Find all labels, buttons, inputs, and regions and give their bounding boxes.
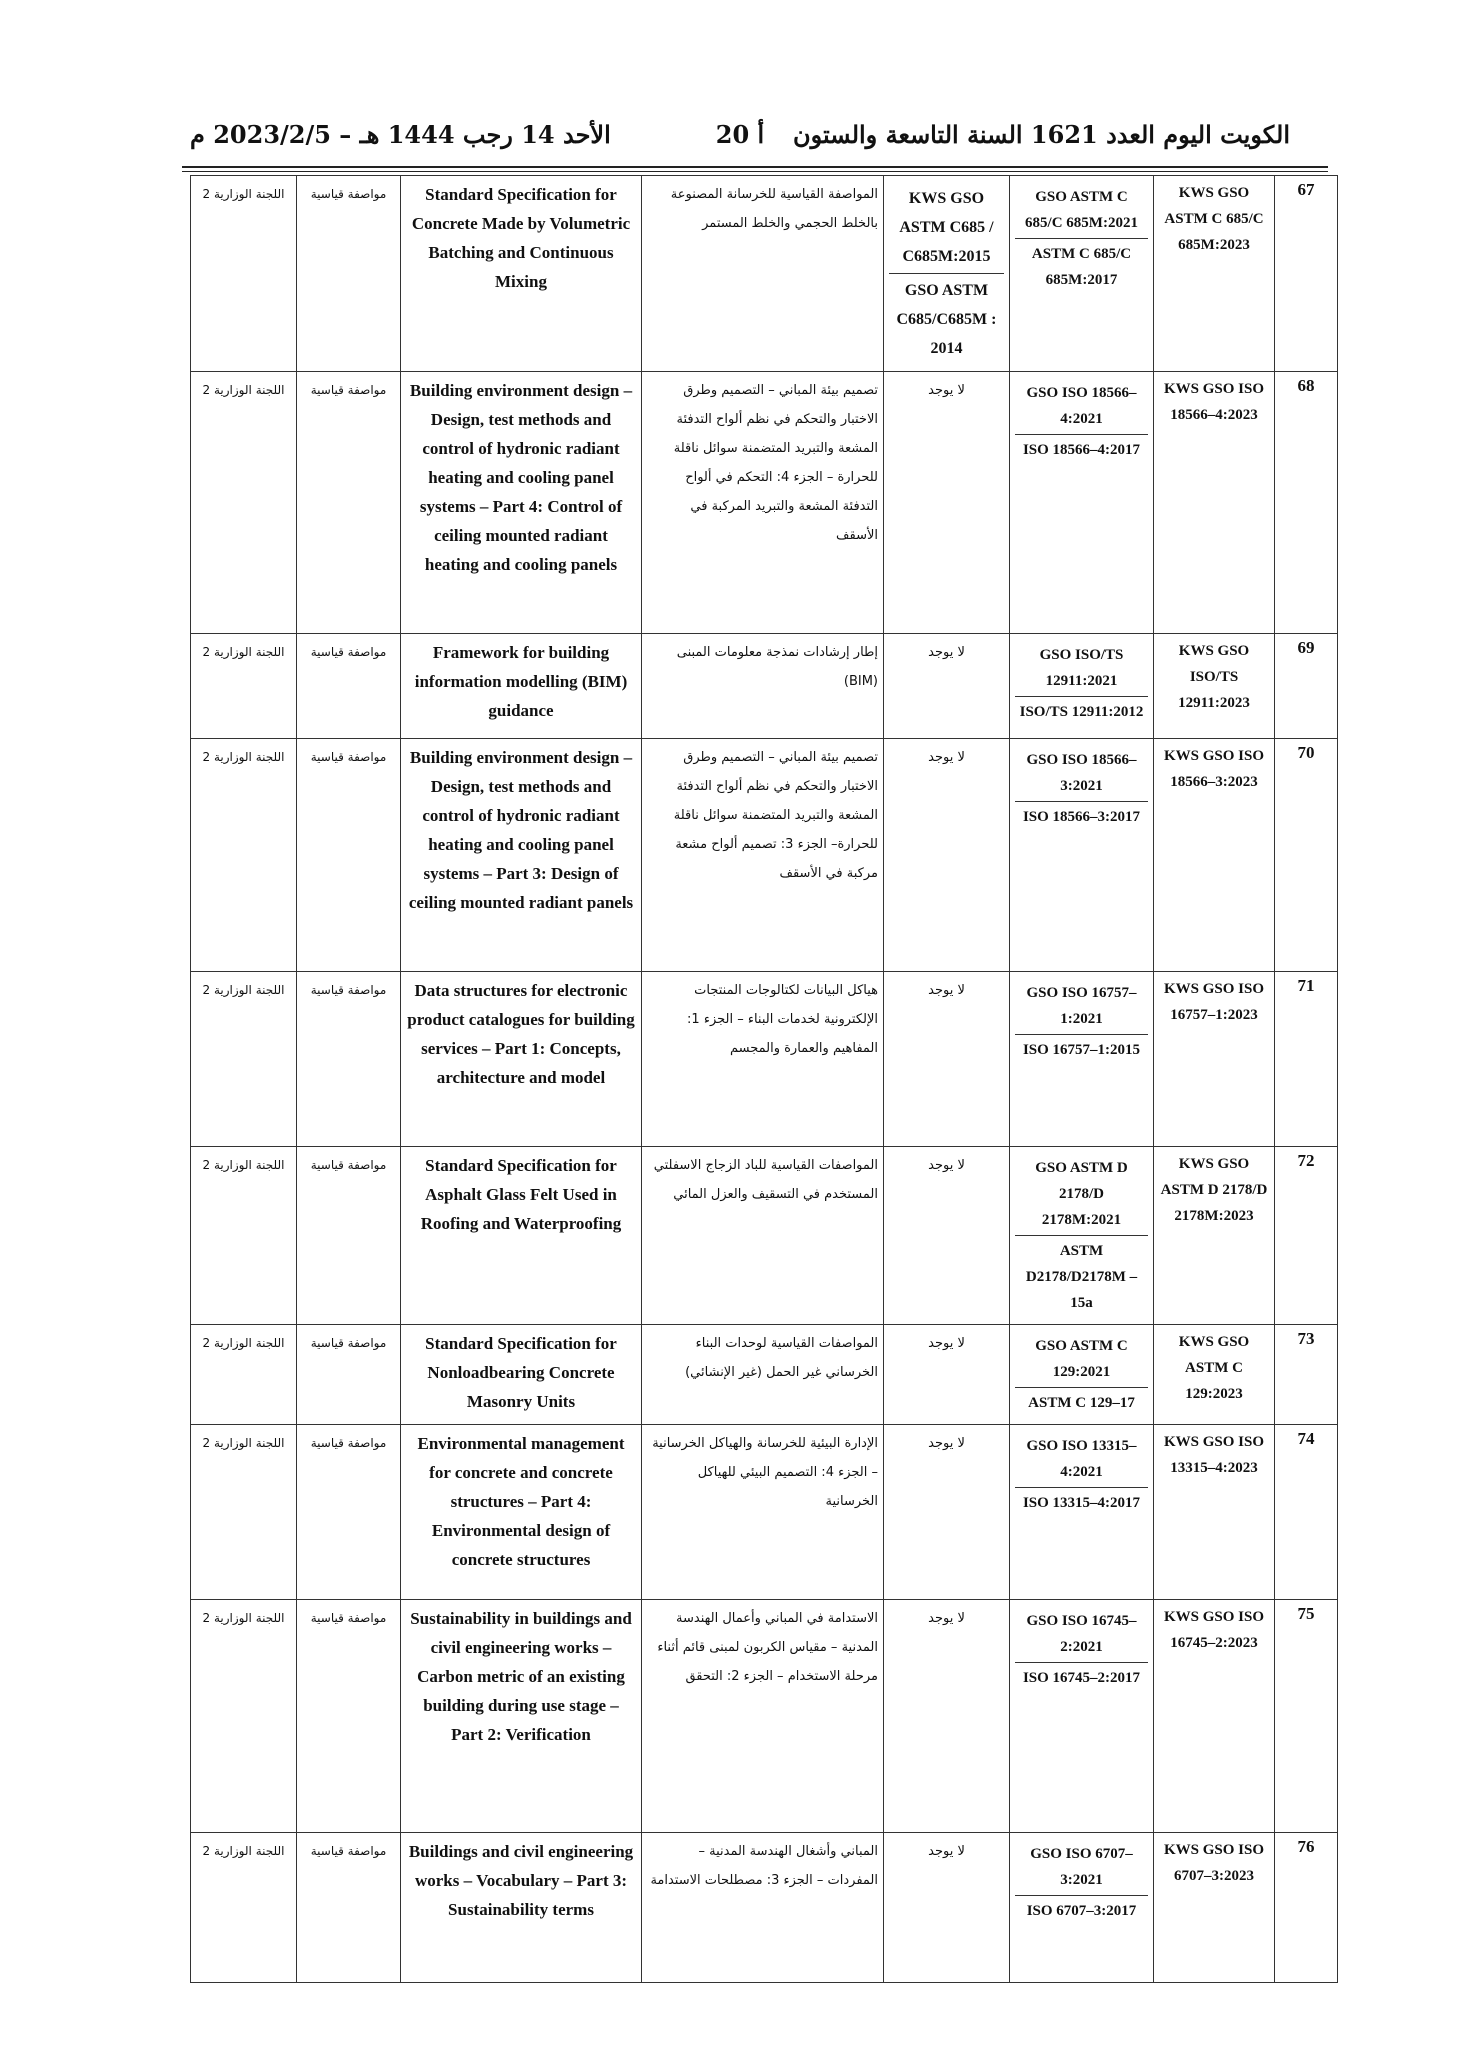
table-row — [191, 372, 1338, 634]
kws-code-cell: KWS GSO ISO 16745–2:2023 — [1154, 1600, 1275, 1833]
english-title-cell: Sustainability in buildings and civil engineering works – Carbon metric of an existing building during use stage – Part 2: Verification — [401, 1600, 642, 1833]
iso-reference: ASTM C 129–17 — [1028, 1395, 1135, 1411]
row-number-cell: 72 — [1275, 1147, 1338, 1325]
table-row — [191, 1833, 1338, 1983]
type-cell: مواصفة قياسية — [297, 634, 401, 739]
gso-reference: GSO ISO 18566–4:2021 — [1015, 376, 1148, 435]
english-title-cell: Standard Specification for Concrete Made by Volumetric Batching and Continuous Mixing — [401, 176, 642, 372]
committee-cell: اللجنة الوزارية 2 — [191, 1325, 297, 1425]
table-row — [191, 1325, 1338, 1425]
committee-cell: اللجنة الوزارية 2 — [191, 634, 297, 739]
row-number-cell: 71 — [1275, 972, 1338, 1147]
adoption-cell: لا يوجد — [884, 1833, 1010, 1983]
kws-code-cell: KWS GSO ISO/TS 12911:2023 — [1154, 634, 1275, 739]
adoption-cell: لا يوجد — [884, 372, 1010, 634]
english-title-cell: Framework for building information modelling (BIM) guidance — [401, 634, 642, 739]
arabic-title-cell: الاستدامة في المباني وأعمال الهندسة المدنية – مقياس الكربون لمبنى قائم أثناء مرحلة الاستخدام – الجزء 2: التحقق — [642, 1600, 884, 1833]
arabic-title-cell: الإدارة البيئية للخرسانة والهياكل الخرسانية – الجزء 4: التصميم البيئي للهياكل الخرسانية — [642, 1425, 884, 1600]
page-header — [190, 120, 1290, 160]
english-title-cell: Buildings and civil engineering works – Vocabulary – Part 3: Sustainability terms — [401, 1833, 642, 1983]
adoption-cell: لا يوجد — [884, 1600, 1010, 1833]
table-row — [191, 634, 1338, 739]
kws-code-cell: KWS GSO ASTM C 685/C 685M:2023 — [1154, 176, 1275, 372]
reference-cell — [1010, 1425, 1154, 1600]
gso-reference: GSO ISO 13315–4:2021 — [1015, 1429, 1148, 1488]
type-cell: مواصفة قياسية — [297, 1833, 401, 1983]
type-cell: مواصفة قياسية — [297, 972, 401, 1147]
type-cell: مواصفة قياسية — [297, 1600, 401, 1833]
reference-cell — [1010, 739, 1154, 972]
row-number-cell: 68 — [1275, 372, 1338, 634]
reference-cell — [1010, 176, 1154, 372]
row-number-cell: 74 — [1275, 1425, 1338, 1600]
arabic-title-cell: إطار إرشادات نمذجة معلومات المبنى (BIM) — [642, 634, 884, 739]
english-title-cell: Building environment design – Design, test methods and control of hydronic radiant heating and cooling panel systems – Part 3: Design of ceiling mounted radiant panels — [401, 739, 642, 972]
iso-reference: ISO/TS 12911:2012 — [1019, 704, 1144, 720]
committee-cell: اللجنة الوزارية 2 — [191, 1600, 297, 1833]
adoption-cell — [884, 176, 1010, 372]
row-number-cell: 75 — [1275, 1600, 1338, 1833]
committee-cell: اللجنة الوزارية 2 — [191, 972, 297, 1147]
english-title-cell: Building environment design – Design, test methods and control of hydronic radiant heating and cooling panel systems – Part 4: Control of ceiling mounted radiant heating and cooling panels — [401, 372, 642, 634]
adoption-cell: لا يوجد — [884, 739, 1010, 972]
header-rule-thin — [182, 171, 1328, 172]
table-row — [191, 1425, 1338, 1600]
reference-cell — [1010, 1325, 1154, 1425]
kws-code-cell: KWS GSO ISO 18566–4:2023 — [1154, 372, 1275, 634]
row-number-cell: 69 — [1275, 634, 1338, 739]
gazette-issue-title: الكويت اليوم العدد 1621 السنة التاسعة والستون — [793, 120, 1290, 149]
arabic-title-cell: تصميم بيئة المباني – التصميم وطرق الاختبار والتحكم في نظم ألواح التدفئة المشعة والتبريد المتضمنة سوائل ناقلة للحرارة– الجزء 3: تصميم ألواح مشعة مركبة في الأسقف — [642, 739, 884, 972]
gso-reference: GSO ASTM C 685/C 685M:2021 — [1015, 180, 1148, 239]
adoption-cell: لا يوجد — [884, 1325, 1010, 1425]
table-row — [191, 176, 1338, 372]
issue-date: الأحد 14 رجب 1444 هـ – 2023/2/5 م — [190, 120, 611, 149]
committee-cell: اللجنة الوزارية 2 — [191, 739, 297, 972]
iso-reference: ASTM D2178/D2178M –15a — [1025, 1243, 1138, 1311]
kws-code-cell: KWS GSO ISO 16757–1:2023 — [1154, 972, 1275, 1147]
gso-reference: GSO ISO 6707–3:2021 — [1015, 1837, 1148, 1896]
reference-cell — [1010, 372, 1154, 634]
kws-code-cell: KWS GSO ASTM D 2178/D 2178M:2023 — [1154, 1147, 1275, 1325]
type-cell: مواصفة قياسية — [297, 1147, 401, 1325]
row-number-cell: 73 — [1275, 1325, 1338, 1425]
arabic-title-cell: هياكل البيانات لكتالوجات المنتجات الإلكترونية لخدمات البناء – الجزء 1: المفاهيم والعمارة والمجسم — [642, 972, 884, 1147]
row-number-cell: 70 — [1275, 739, 1338, 972]
arabic-title-cell: تصميم بيئة المباني – التصميم وطرق الاختبار والتحكم في نظم ألواح التدفئة المشعة والتبريد المتضمنة سوائل ناقلة للحرارة – الجزء 4: التحكم في ألواح التدفئة المشعة والتبريد المركبة في الأسقف — [642, 372, 884, 634]
adoption-cell: لا يوجد — [884, 634, 1010, 739]
iso-reference: ISO 16757–1:2015 — [1022, 1042, 1141, 1058]
gso-reference: GSO ASTM C 129:2021 — [1015, 1329, 1148, 1388]
english-title-cell: Standard Specification for Asphalt Glass Felt Used in Roofing and Waterproofing — [401, 1147, 642, 1325]
kws-code-cell: KWS GSO ISO 13315–4:2023 — [1154, 1425, 1275, 1600]
table-row — [191, 1147, 1338, 1325]
reference-cell — [1010, 634, 1154, 739]
table-row — [191, 739, 1338, 972]
page-number: أ 20 — [715, 120, 765, 149]
arabic-title-cell: المواصفات القياسية لوحدات البناء الخرساني غير الحمل (غير الإنشائي) — [642, 1325, 884, 1425]
english-title-cell: Data structures for electronic product catalogues for building services – Part 1: Concepts, architecture and model — [401, 972, 642, 1147]
reference-cell — [1010, 1600, 1154, 1833]
committee-cell: اللجنة الوزارية 2 — [191, 176, 297, 372]
type-cell: مواصفة قياسية — [297, 1425, 401, 1600]
row-number-cell: 67 — [1275, 176, 1338, 372]
committee-cell: اللجنة الوزارية 2 — [191, 1147, 297, 1325]
arabic-title-cell: المباني وأشغال الهندسة المدنية – المفردات – الجزء 3: مصطلحات الاستدامة — [642, 1833, 884, 1983]
table-row — [191, 972, 1338, 1147]
kws-code-cell: KWS GSO ISO 18566–3:2023 — [1154, 739, 1275, 972]
row-number-cell: 76 — [1275, 1833, 1338, 1983]
iso-reference: ISO 16745–2:2017 — [1022, 1670, 1141, 1686]
table-row — [191, 1600, 1338, 1833]
iso-reference: ISO 18566–3:2017 — [1022, 809, 1141, 825]
adoption-cell: لا يوجد — [884, 1425, 1010, 1600]
kws-code-cell: KWS GSO ISO 6707–3:2023 — [1154, 1833, 1275, 1983]
committee-cell: اللجنة الوزارية 2 — [191, 1833, 297, 1983]
gso-reference: GSO ISO 16745–2:2021 — [1015, 1604, 1148, 1663]
arabic-title-cell: المواصفة القياسية للخرسانة المصنوعة بالخلط الحجمي والخلط المستمر — [642, 176, 884, 372]
header-rule — [182, 166, 1328, 168]
english-title-cell: Environmental management for concrete and concrete structures – Part 4: Environmental design of concrete structures — [401, 1425, 642, 1600]
adopted-standard-reference: GSO ASTM C685/C685M : 2014 — [896, 282, 997, 357]
adoption-cell: لا يوجد — [884, 1147, 1010, 1325]
reference-cell — [1010, 972, 1154, 1147]
type-cell: مواصفة قياسية — [297, 739, 401, 972]
committee-cell: اللجنة الوزارية 2 — [191, 1425, 297, 1600]
reference-cell — [1010, 1833, 1154, 1983]
iso-reference: ISO 13315–4:2017 — [1022, 1495, 1141, 1511]
arabic-title-cell: المواصفات القياسية للباد الزجاج الاسفلتي المستخدم في التسقيف والعزل المائي — [642, 1147, 884, 1325]
standards-table — [190, 175, 1338, 1983]
iso-reference: ISO 6707–3:2017 — [1026, 1903, 1137, 1919]
type-cell: مواصفة قياسية — [297, 1325, 401, 1425]
committee-cell: اللجنة الوزارية 2 — [191, 372, 297, 634]
gso-reference: GSO ISO 16757–1:2021 — [1015, 976, 1148, 1035]
english-title-cell: Standard Specification for Nonloadbearing Concrete Masonry Units — [401, 1325, 642, 1425]
kws-code-cell: KWS GSO ASTM C 129:2023 — [1154, 1325, 1275, 1425]
gso-reference: GSO ASTM D 2178/D 2178M:2021 — [1015, 1151, 1148, 1236]
type-cell: مواصفة قياسية — [297, 372, 401, 634]
adoption-cell: لا يوجد — [884, 972, 1010, 1147]
adopted-standard: KWS GSO ASTM C685 / C685M:2015 — [889, 180, 1004, 274]
gso-reference: GSO ISO/TS 12911:2021 — [1015, 638, 1148, 697]
type-cell: مواصفة قياسية — [297, 176, 401, 372]
iso-reference: ASTM C 685/C 685M:2017 — [1031, 246, 1132, 288]
reference-cell — [1010, 1147, 1154, 1325]
iso-reference: ISO 18566–4:2017 — [1022, 442, 1141, 458]
gso-reference: GSO ISO 18566–3:2021 — [1015, 743, 1148, 802]
